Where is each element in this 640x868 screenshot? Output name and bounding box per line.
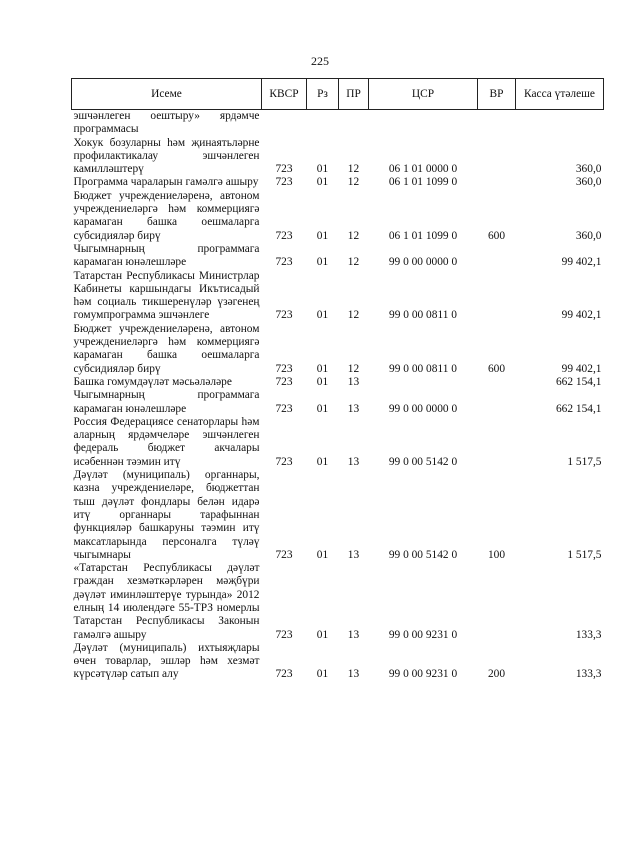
row-pr: 13 xyxy=(347,548,360,561)
row-csr xyxy=(369,376,478,389)
table-row xyxy=(72,416,604,469)
row-pr: 12 xyxy=(347,163,360,176)
row-amount: 360,0 xyxy=(575,163,602,176)
header-rz: Рз xyxy=(307,79,339,110)
row-vr: 200 xyxy=(487,668,506,681)
row-name: Дәүләт (муниципаль) органнары, казна учреждениеләре, бюджеттан тыш дәүләт фондлары белән идарә итү органнары тарафыннан функцияләр башкаруны тәэмин итү максатларында персоналга түләү чыгымнары xyxy=(73,469,260,561)
row-kvsr: 723 xyxy=(275,176,293,189)
page-number: 225 xyxy=(311,54,329,68)
row-amount: 133,3 xyxy=(575,668,602,681)
row-kvsr: 723 xyxy=(275,375,293,388)
row-csr: 99 0 00 0811 0 xyxy=(389,362,457,375)
table-row xyxy=(72,389,604,416)
row-rz: 01 xyxy=(316,163,329,176)
row-csr: 99 0 00 9231 0 xyxy=(388,668,458,681)
row-csr: 99 0 00 5142 0 xyxy=(388,455,458,468)
row-pr: 12 xyxy=(347,309,360,322)
row-rz: 01 xyxy=(316,402,329,415)
row-kvsr: 723 xyxy=(275,628,293,641)
row-rz: 01 xyxy=(316,176,329,189)
row-name: Бюджет учреждениеләренә, автоном учреждениеләргә һәм коммерциягә карамаган башка оешмаларга субсидияләр бирү xyxy=(73,322,260,375)
row-kvsr: 723 xyxy=(275,163,293,176)
row-vr xyxy=(478,376,516,389)
table-row xyxy=(72,137,604,177)
row-pr: 12 xyxy=(347,362,360,375)
header-vr: ВР xyxy=(478,79,516,110)
row-name: «Татарстан Республикасы дәүләт граждан хезмәткәрләрен мәҗбүри дәүләт иминләштерүе турында» 2012 елның 14 июлендәге 55-ТРЗ номерлы Татарстан Республикасы Законын гамәлгә ашыру xyxy=(73,562,260,641)
table-row xyxy=(72,642,604,682)
row-kvsr: 723 xyxy=(275,455,293,468)
continuation-row xyxy=(72,110,604,137)
row-rz: 01 xyxy=(316,668,329,681)
row-csr: 99 0 00 9231 0 xyxy=(388,628,458,641)
header-pr: ПР xyxy=(339,79,369,110)
table-row xyxy=(72,270,604,323)
row-pr: 13 xyxy=(347,402,360,415)
row-amount: 99 402,1 xyxy=(561,256,602,269)
row-amount: 99 402,1 xyxy=(561,309,602,322)
row-pr: 13 xyxy=(347,455,360,468)
row-rz: 01 xyxy=(316,548,329,561)
row-csr: 99 0 00 0000 0 xyxy=(388,402,458,415)
table-row xyxy=(72,243,604,270)
continuation-text: эшчәнлеген оештыру» ярдәмче программасы xyxy=(73,110,260,136)
row-vr: 100 xyxy=(487,548,506,561)
row-kvsr: 723 xyxy=(275,362,293,375)
row-vr xyxy=(478,389,516,416)
row-vr xyxy=(478,416,516,469)
row-kvsr: 723 xyxy=(275,668,293,681)
row-vr xyxy=(478,176,516,189)
budget-table xyxy=(71,78,604,682)
row-amount: 662 154,1 xyxy=(555,402,602,415)
header-kassa: Касса үтәлеше xyxy=(516,79,604,110)
row-amount: 1 517,5 xyxy=(567,455,602,468)
row-vr xyxy=(478,137,516,177)
table-header-row xyxy=(72,79,604,110)
row-amount: 662 154,1 xyxy=(555,375,602,388)
row-amount: 1 517,5 xyxy=(567,548,602,561)
header-name: Исеме xyxy=(72,79,262,110)
row-kvsr: 723 xyxy=(275,256,293,269)
table-row xyxy=(72,190,604,243)
row-name: Россия Федерациясе сенаторлары һәм аларның ярдәмчеләре эшчәнлеген федераль бюджет акчалары исәбеннән тәэмин итү xyxy=(73,415,260,468)
row-amount: 360,0 xyxy=(575,229,602,242)
table-row xyxy=(72,323,604,376)
row-amount: 360,0 xyxy=(575,176,602,189)
row-amount: 133,3 xyxy=(575,628,602,641)
row-pr: 13 xyxy=(347,375,360,388)
row-vr xyxy=(478,562,516,642)
header-kvsr: КВСР xyxy=(262,79,307,110)
row-pr: 12 xyxy=(347,229,360,242)
row-rz: 01 xyxy=(316,256,329,269)
row-vr: 600 xyxy=(487,362,506,375)
row-vr: 600 xyxy=(487,229,506,242)
row-csr: 99 0 00 5142 0 xyxy=(388,548,458,561)
row-kvsr: 723 xyxy=(275,309,293,322)
row-name: Башка гомумдәүләт мәсьәләләре xyxy=(73,375,232,388)
row-csr: 06 1 01 1099 0 xyxy=(388,229,458,242)
table-row xyxy=(72,176,604,189)
row-rz: 01 xyxy=(316,362,329,375)
row-pr: 12 xyxy=(347,256,360,269)
table-row xyxy=(72,376,604,389)
row-name: Программа чараларын гамәлгә ашыру xyxy=(73,176,259,189)
row-name: Чыгымнарның программага карамаган юнәлешләре xyxy=(73,389,260,415)
row-name: Хокук бозуларны һәм җинаятьләрне профилактикалау эшчәнлеген камилләштерү xyxy=(73,136,260,176)
row-vr xyxy=(478,243,516,270)
row-pr: 12 xyxy=(347,176,360,189)
row-amount: 99 402,1 xyxy=(561,362,602,375)
row-csr: 99 0 00 0000 0 xyxy=(388,256,458,269)
row-name: Бюджет учреждениеләренә, автоном учреждениеләргә һәм коммерциягә карамаган башка оешмаларга субсидияләр бирү xyxy=(73,189,260,242)
row-name: Дәүләт (муниципаль) ихтыяҗлары өчен товарлар, эшләр һәм хезмәт күрсәтүләр сатып алу xyxy=(73,641,260,681)
row-csr: 99 0 00 0811 0 xyxy=(389,309,457,322)
row-csr: 06 1 01 1099 0 xyxy=(388,176,458,189)
row-vr xyxy=(478,270,516,323)
row-name: Чыгымнарның программага карамаган юнәлешләре xyxy=(73,242,260,269)
row-rz: 01 xyxy=(316,309,329,322)
row-rz: 01 xyxy=(316,455,329,468)
row-rz: 01 xyxy=(316,375,329,388)
row-kvsr: 723 xyxy=(275,229,293,242)
table-row xyxy=(72,562,604,642)
table-row xyxy=(72,469,604,562)
row-kvsr: 723 xyxy=(275,548,293,561)
row-rz: 01 xyxy=(316,628,329,641)
row-pr: 13 xyxy=(347,628,360,641)
row-csr: 06 1 01 0000 0 xyxy=(388,163,458,176)
row-rz: 01 xyxy=(316,229,329,242)
row-pr: 13 xyxy=(347,668,360,681)
header-csr: ЦСР xyxy=(369,79,478,110)
row-kvsr: 723 xyxy=(275,402,293,415)
row-name: Татарстан Республикасы Министрлар Кабинеты каршындагы Икътисадый һәм социаль тикшеренүләр үзәгенең гомумпрограмма эшчәнлеге xyxy=(73,269,260,322)
